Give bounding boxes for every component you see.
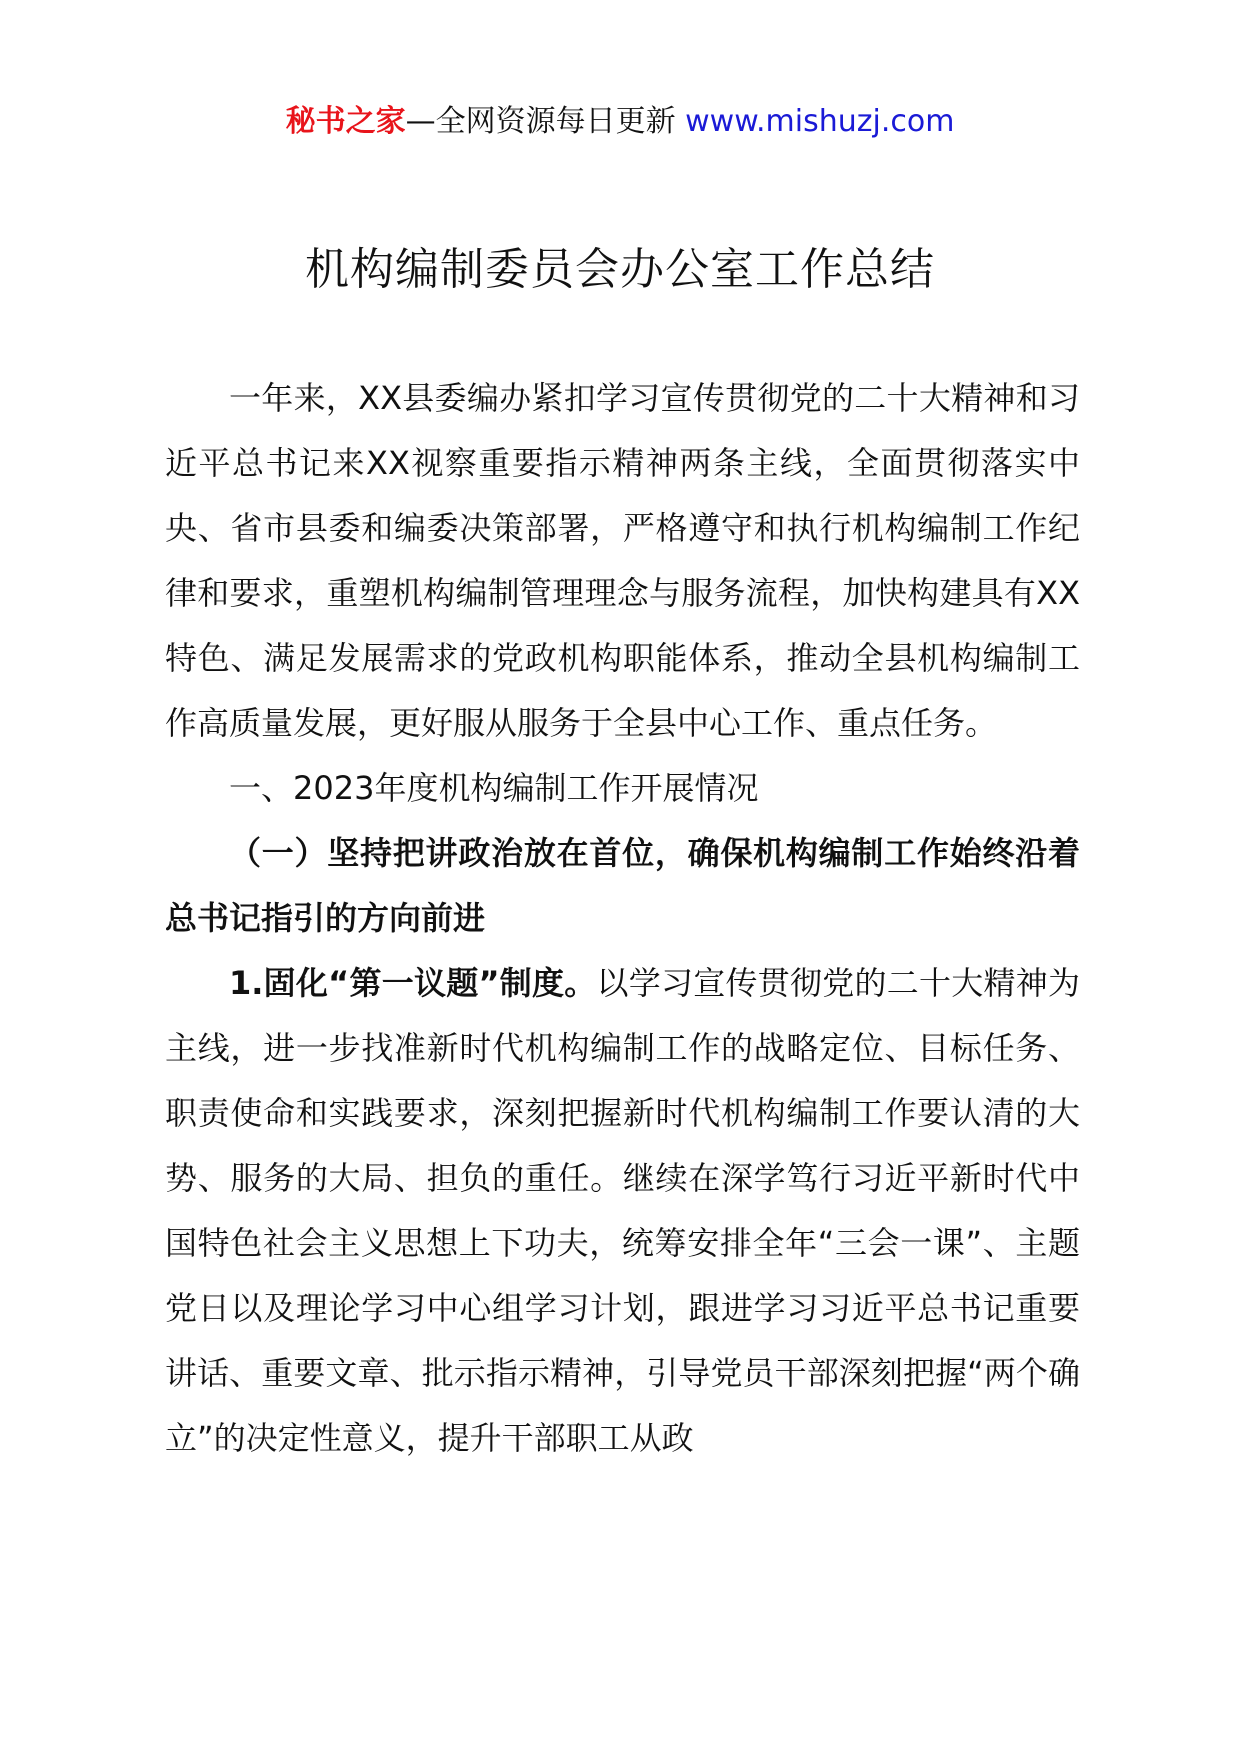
document-title: 机构编制委员会办公室工作总结 bbox=[305, 244, 935, 295]
item-lead: 1.固化“第一议题”制度。 bbox=[229, 964, 597, 1002]
item-body: 以学习宣传贯彻党的二十大精神为主线，进一步找准新时代机构编制工作的战略定位、目标任务、职责使命和实践要求，深刻把握新时代机构编制工作要认清的大势、服务的大局、担负的重任。继续在深学笃行习近平新时代中国特色社会主义思想上下功夫，统筹安排全年“三会一课”、主题党日以及理论学习中心组学习计划，跟进学习习近平总书记重要讲话、重要文章、批示指示精神，引导党员干部深刻把握“两个确立”的决定性意义，提升干部职工从政 bbox=[165, 964, 1080, 1457]
site-url-link[interactable]: www.mishuzj.com bbox=[685, 104, 955, 139]
section-heading: 一、2023年度机构编制工作开展情况 bbox=[229, 769, 759, 807]
intro-paragraph: 一年来，XX县委编办紧扣学习宣传贯彻党的二十大精神和习近平总书记来XX视察重要指示精神两条主线，全面贯彻落实中央、省市县委和编委决策部署，严格遵守和执行机构编制工作纪律和要求，重塑机构编制管理理念与服务流程，加快构建具有XX特色、满足发展需求的党政机构职能体系，推动全县机构编制工作高质量发展，更好服从服务于全县中心工作、重点任务。 bbox=[165, 379, 1080, 742]
site-banner bbox=[0, 100, 1240, 144]
site-brand: 秘书之家 bbox=[285, 104, 406, 139]
document-body bbox=[165, 366, 1080, 1471]
item-paragraph bbox=[165, 951, 1080, 1471]
site-tagline: —全网资源每日更新 bbox=[405, 104, 686, 139]
subsection-heading: （一）坚持把讲政治放在首位，确保机构编制工作始终沿着总书记指引的方向前进 bbox=[165, 834, 1080, 937]
